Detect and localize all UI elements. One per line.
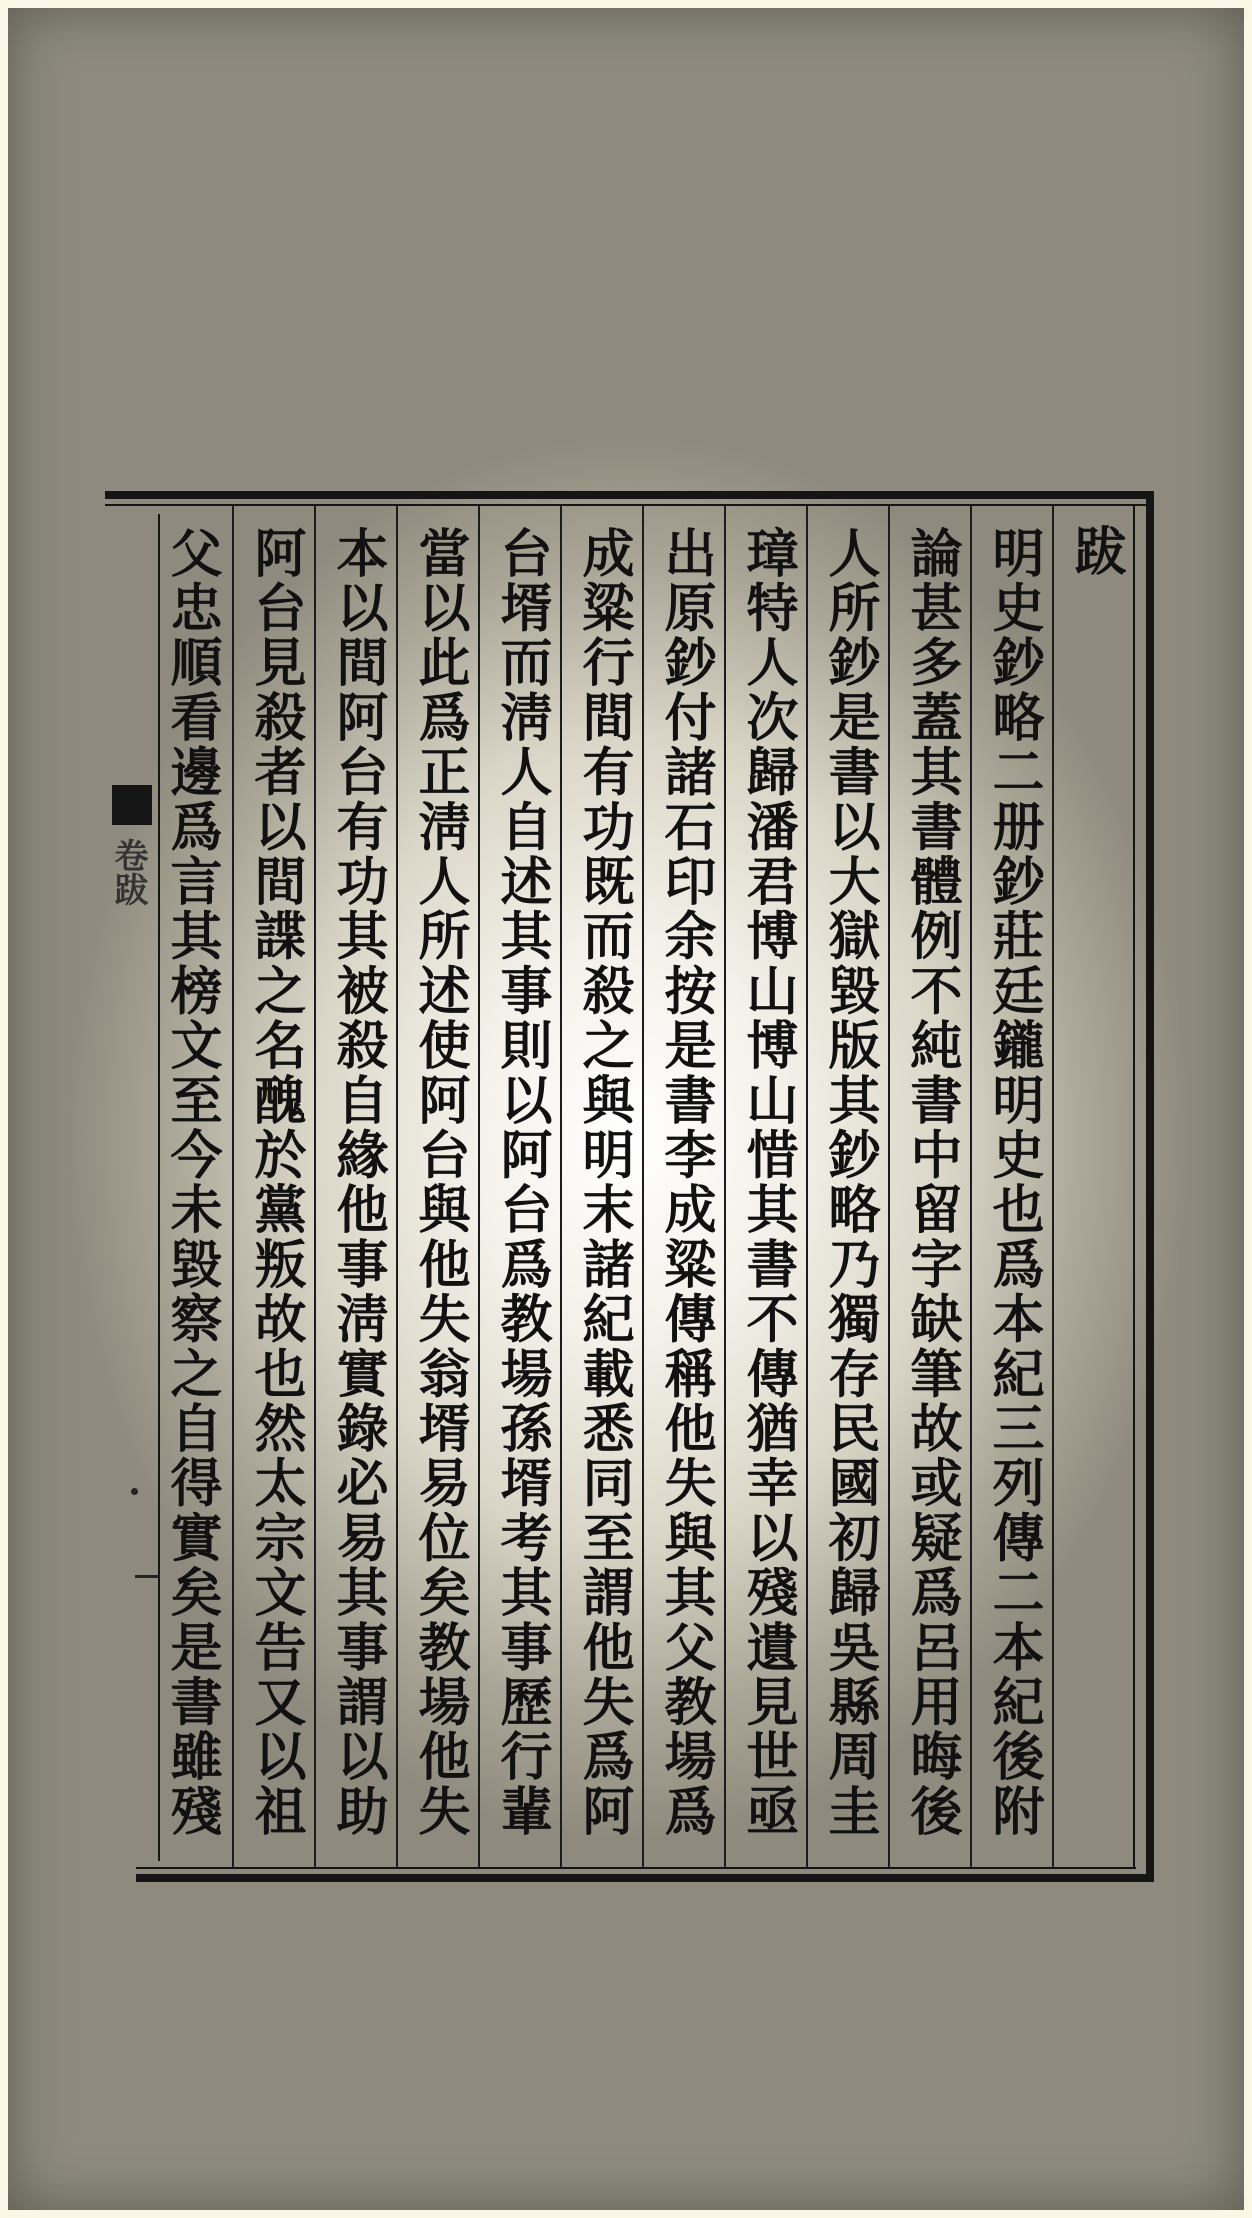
column-text: 人所鈔是書以大獄毀版其鈔略乃獨存民國初歸吳縣周圭 bbox=[819, 526, 880, 1839]
frame-bottom-border bbox=[136, 1874, 1154, 1882]
text-column-6 bbox=[560, 506, 642, 1867]
text-column-4 bbox=[724, 506, 806, 1867]
column-text: 父忠順看邊爲言其榜文至今未毀察之自得實矣是書雖殘 bbox=[161, 526, 222, 1839]
text-column-2 bbox=[888, 506, 970, 1867]
text-column-9 bbox=[314, 506, 396, 1867]
fishtail-mark bbox=[112, 785, 152, 825]
gutter-dot bbox=[131, 1488, 138, 1495]
frame-top-border bbox=[105, 491, 1153, 499]
column-text: 台壻而淸人自述其事則以阿台爲教場孫壻考其事歷行輩 bbox=[491, 526, 552, 1839]
gutter-label: 卷跋 bbox=[108, 838, 148, 906]
text-column-5 bbox=[642, 506, 724, 1867]
title-column bbox=[1052, 506, 1134, 1867]
text-column-1 bbox=[970, 506, 1052, 1867]
column-text: 論甚多蓋其書體例不純書中留字缺筆故或疑爲呂用晦後 bbox=[901, 526, 962, 1839]
column-text: 本以間阿台有功其被殺自緣他事淸實錄必易其事謂以助 bbox=[327, 526, 388, 1839]
column-text: 明史鈔略二册鈔莊廷鑨明史也爲本紀三列傳二本紀後附 bbox=[983, 526, 1044, 1839]
frame-bottom-inner-border bbox=[136, 1867, 1136, 1869]
column-text: 出原鈔付諸石印余按是書李成粱傳稱他失與其父教場爲 bbox=[655, 526, 716, 1839]
book-page bbox=[8, 8, 1244, 2210]
text-column-10 bbox=[232, 506, 314, 1867]
page-title: 跋 bbox=[1065, 524, 1126, 579]
frame-right-border bbox=[1146, 491, 1154, 1881]
text-column-8 bbox=[396, 506, 478, 1867]
text-column-11 bbox=[150, 506, 232, 1867]
column-text: 璋特人次歸潘君博山博山惜其書不傳猶幸以殘遺見世亟 bbox=[737, 526, 798, 1839]
gutter-dash bbox=[135, 1575, 159, 1578]
text-column-3 bbox=[806, 506, 888, 1867]
text-column-7 bbox=[478, 506, 560, 1867]
column-text: 當以此爲正淸人所述使阿台與他失翁壻易位矣教場他失 bbox=[409, 526, 470, 1839]
column-text: 阿台見殺者以間諜之名醜於黨叛故也然太宗文告又以祖 bbox=[245, 526, 306, 1839]
column-text: 成粱行間有功既而殺之與明末諸紀載悉同至謂他失爲阿 bbox=[573, 526, 634, 1839]
